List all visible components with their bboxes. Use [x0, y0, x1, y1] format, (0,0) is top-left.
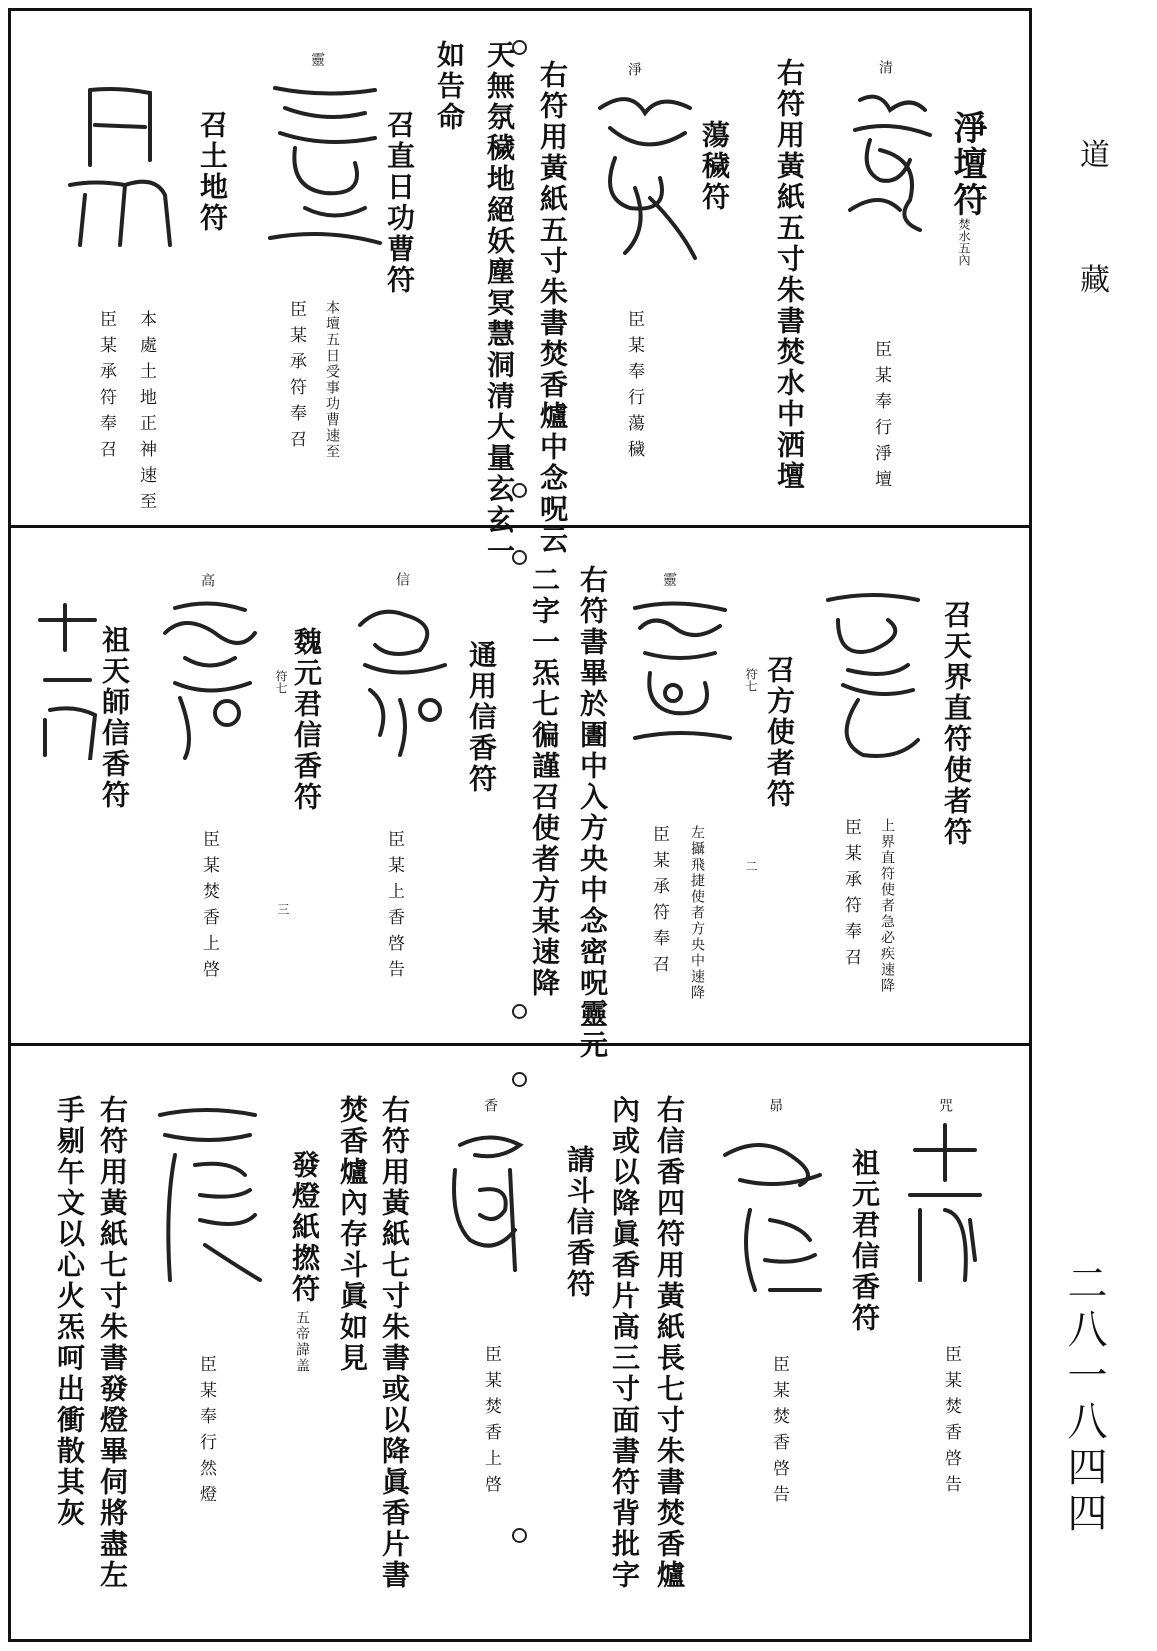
s2-talisman3-action: 臣某上香啓告: [384, 830, 404, 986]
s3-talisman2-action: 臣某焚香啓告: [769, 1355, 789, 1511]
s2-talisman5-action: 臣某焚香上啓: [199, 830, 219, 986]
talisman-summon-duty-officer: [265, 78, 385, 248]
talisman-summon-direction-messenger: [625, 598, 735, 748]
page-number: 二八一八四四: [1061, 1262, 1107, 1538]
punctuation-circle: [512, 1528, 527, 1543]
s3-talisman3-action: 臣某焚香上啓: [481, 1345, 501, 1501]
s1-talisman1-title: 淨壇符: [947, 110, 987, 218]
s3-instruction-3: 右符用黃紙七寸朱書或以降眞香片書: [378, 1095, 411, 1591]
s2-talisman2-note: 左攝飛捷使者方央中速降: [689, 825, 705, 1001]
s2-mark-san: 三: [276, 903, 290, 915]
s3-talisman4-action: 臣某奉行然燈: [196, 1355, 216, 1511]
s1-talisman1-action: 臣某奉行淨壇: [871, 340, 891, 496]
s1-talisman2-action: 臣某奉行蕩穢: [624, 310, 644, 466]
s1-instruction-2a: 右符用黃紙五寸朱書焚香爐中念呪云: [536, 60, 569, 556]
talisman-lamp-paper-wick: [150, 1105, 265, 1290]
talisman-incense-2: [720, 1130, 830, 1300]
s2-talisman2-title: 召方使者符: [763, 655, 796, 810]
s1-talisman3-small: 靈: [309, 52, 325, 68]
s3-talisman1-action: 臣某焚香啓告: [941, 1345, 961, 1501]
s1-talisman2-title: 蕩穢符: [698, 120, 731, 213]
punctuation-circle: [512, 550, 527, 565]
s1-talisman3-note: 本壇五日受事功曹速至: [324, 300, 340, 460]
talisman-incense-1: [905, 1120, 985, 1285]
talisman-summon-earth-god: [65, 85, 175, 250]
s3-talisman3-title: 請斗信香符: [563, 1145, 596, 1300]
s1-talisman1-note: 焚水五內: [957, 218, 971, 266]
s3-instruction-4: 焚香爐內存斗眞如見: [336, 1095, 369, 1374]
talisman-general-incense: [350, 605, 455, 770]
s1-instruction-2c: 如告命: [433, 40, 466, 133]
talisman-celestial-master-incense-ext: [35, 600, 105, 760]
s2-talisman1-title: 召天界直符使者符: [940, 600, 973, 848]
s2-talisman1-note: 上界直符使者急必疾速降: [879, 818, 895, 994]
s2-mark-er: 二: [744, 860, 758, 872]
talisman-cleanse-filth: [590, 88, 700, 263]
s1-talisman2-small: 淨: [626, 62, 642, 78]
s2-talisman3-small: 信: [394, 572, 410, 588]
s1-talisman3-title: 召直日功曹符: [383, 110, 416, 296]
s1-instruction-2b: 天無氛穢地絕妖塵冥慧洞清大量玄玄一: [483, 40, 516, 567]
margin-title-char-1: 道: [1080, 138, 1110, 173]
s2-talisman4-title: 魏元君信香符: [290, 627, 323, 813]
s3-talisman3-small: 香: [482, 1098, 498, 1114]
s1-instruction-1: 右符用黃紙五寸朱書焚水中洒壇: [773, 58, 806, 492]
s2-talisman1-action: 臣某承符奉召: [841, 818, 861, 974]
s3-instruction-6: 手剔午文以心火炁呵出衝散其灰: [53, 1095, 86, 1529]
s2-instruction-1: 右符書畢於圕中入方央中念密呪靈元: [576, 565, 609, 1061]
s2-talisman5-small: 高: [199, 573, 215, 589]
s2-talisman2-small: 靈: [661, 572, 677, 588]
s2-talisman3-title: 通用信香符: [465, 640, 498, 795]
margin-title-char-2: 藏: [1080, 263, 1110, 298]
s2-talisman5-title: 祖天師信香符: [98, 625, 131, 811]
s3-talisman4-title: 發燈紙撚符: [288, 1150, 321, 1305]
punctuation-circle: [512, 1072, 527, 1087]
s2-talisman2-action: 臣某承符奉召: [649, 825, 669, 981]
talisman-celestial-master-incense: [155, 598, 260, 768]
s1-talisman4-action: 臣某承符奉召: [96, 310, 116, 466]
talisman-purify-altar: [840, 90, 940, 240]
s3-instruction-5: 右符用黃紙七寸朱書發燈畢伺將盡左: [96, 1095, 129, 1591]
s3-talisman1-small: 咒: [937, 1098, 953, 1114]
s2-talisman2-note-small: 符七: [744, 668, 758, 692]
s3-talisman2-title: 祖元君信香符: [848, 1148, 881, 1334]
section-divider-1: [11, 525, 1029, 528]
s1-talisman1-small: 清: [877, 60, 893, 76]
s3-talisman4-note: 五帝諱盖: [294, 1310, 310, 1374]
talisman-dipper-incense: [440, 1130, 535, 1295]
s1-talisman4-note: 本處土地正神速至: [136, 310, 156, 518]
talisman-summon-heaven-messenger: [818, 590, 928, 765]
s2-instruction-2: 二字一炁七徧謹召使者方某速降: [528, 565, 561, 999]
s3-instruction-1: 右信香四符用黃紙長七寸朱書焚香爐: [653, 1095, 686, 1591]
s3-talisman2-small: 昴: [767, 1098, 783, 1114]
section-divider-2: [11, 1043, 1029, 1046]
s3-instruction-2: 內或以降眞香片高三寸面書符背批字: [608, 1095, 641, 1591]
s1-talisman4-title: 召土地符: [196, 110, 229, 234]
s1-talisman3-action: 臣某承符奉召: [286, 300, 306, 456]
s2-talisman4-note-small: 符七: [274, 670, 288, 694]
punctuation-circle: [512, 1004, 527, 1019]
